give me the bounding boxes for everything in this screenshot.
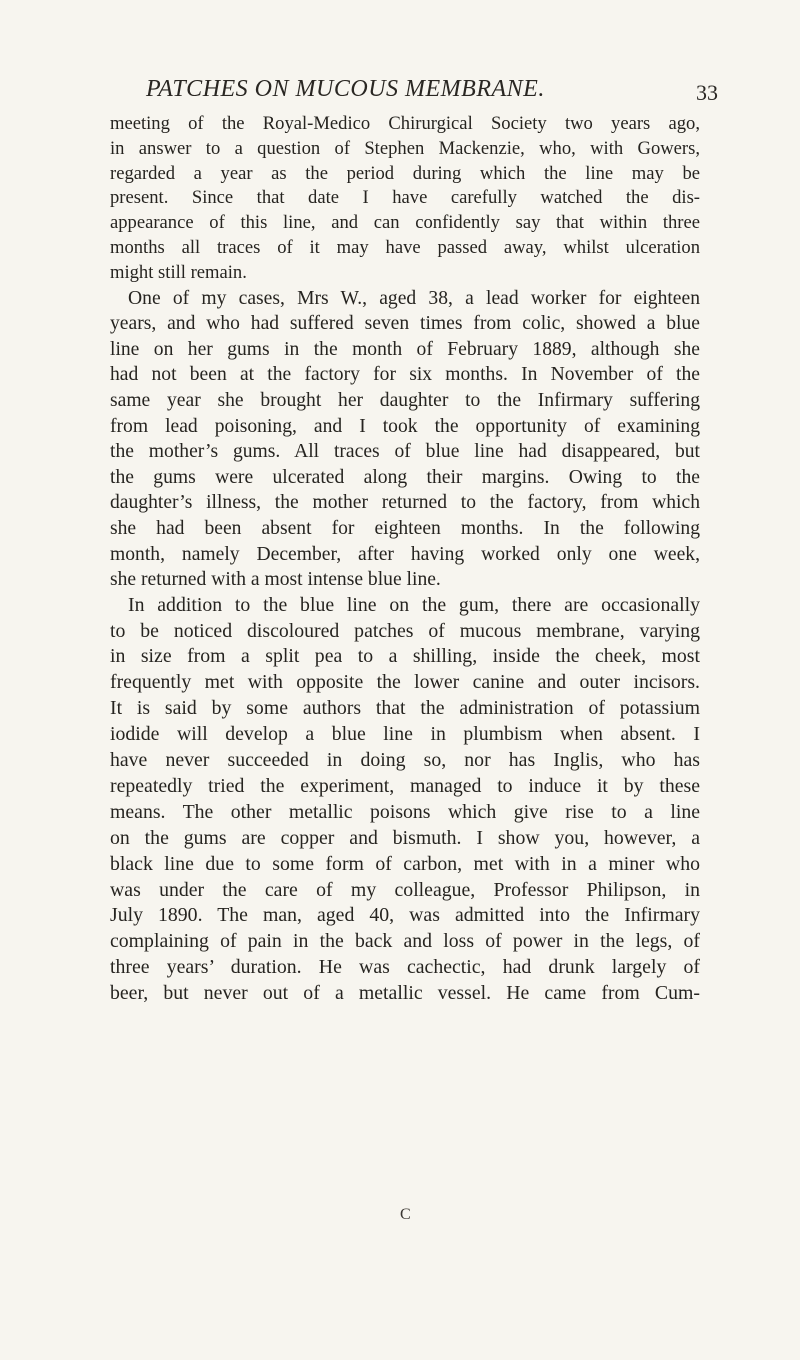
running-title: PATCHES ON MUCOUS MEMBRANE.	[146, 76, 545, 102]
body-text	[110, 112, 700, 1007]
text-line: present. Since that date I have carefully watched the dis-	[110, 187, 700, 209]
text-line: beer, but never out of a metallic vessel. He came from Cum-	[110, 982, 700, 1005]
text-line: months all traces of it may have passed away, whilst ulceration	[110, 236, 700, 258]
text-line: was under the care of my colleague, Professor Philipson, in	[110, 878, 700, 901]
running-head	[0, 76, 800, 104]
text-line: have never succeeded in doing so, nor has Inglis, who has	[110, 749, 700, 772]
text-line: appearance of this line, and can confidently say that within three	[110, 212, 700, 234]
text-line: daughter’s illness, the mother returned to the factory, from which	[110, 492, 700, 514]
text-line: from lead poisoning, and I took the opportunity of examining	[110, 415, 700, 437]
text-line: might still remain.	[110, 261, 247, 283]
text-line: In addition to the blue line on the gum, there are occasionally	[128, 593, 700, 616]
text-line: she returned with a most intense blue line.	[110, 569, 441, 591]
text-line: frequently met with opposite the lower canine and outer incisors.	[110, 671, 700, 694]
page-number: 33	[696, 80, 718, 105]
paragraph	[110, 286, 700, 593]
text-line: the gums were ulcerated along their margins. Owing to the	[110, 466, 700, 488]
text-line: same year she brought her daughter to the Infirmary suffering	[110, 389, 700, 411]
text-line: meeting of the Royal-Medico Chirurgical Society two years ago,	[110, 113, 700, 134]
text-line: had not been at the factory for six months. In November of the	[110, 364, 700, 386]
text-line: regarded a year as the period during which the line may be	[110, 162, 700, 184]
paragraph	[110, 112, 700, 286]
signature-mark: C	[400, 1206, 411, 1223]
text-line: years, and who had suffered seven times from colic, showed a blue	[110, 313, 700, 335]
text-line: three years’ duration. He was cachectic, had drunk largely of	[110, 956, 700, 979]
text-line: black line due to some form of carbon, met with in a miner who	[110, 852, 700, 875]
text-line: repeatedly tried the experiment, managed to induce it by these	[110, 774, 700, 797]
text-line: means. The other metallic poisons which give rise to a line	[110, 800, 700, 823]
text-line: in answer to a question of Stephen Mackenzie, who, with Gowers,	[110, 137, 700, 159]
paragraph	[110, 593, 700, 1007]
text-line: on the gums are copper and bismuth. I show you, however, a	[110, 826, 700, 849]
text-line: One of my cases, Mrs W., aged 38, a lead worker for eighteen	[128, 287, 700, 309]
text-line: the mother’s gums. All traces of blue line had disappeared, but	[110, 441, 700, 463]
text-line: complaining of pain in the back and loss of power in the legs, of	[110, 930, 700, 953]
text-line: It is said by some authors that the administration of potassium	[110, 697, 700, 720]
text-line: line on her gums in the month of February 1889, although she	[110, 338, 700, 360]
text-line: to be noticed discoloured patches of mucous membrane, varying	[110, 619, 700, 642]
text-line: in size from a split pea to a shilling, inside the cheek, most	[110, 645, 700, 668]
text-line: she had been absent for eighteen months. In the following	[110, 517, 700, 539]
text-line: month, namely December, after having worked only one week,	[110, 543, 700, 565]
text-line: iodide will develop a blue line in plumbism when absent. I	[110, 723, 700, 746]
text-line: July 1890. The man, aged 40, was admitted into the Infirmary	[110, 904, 700, 927]
